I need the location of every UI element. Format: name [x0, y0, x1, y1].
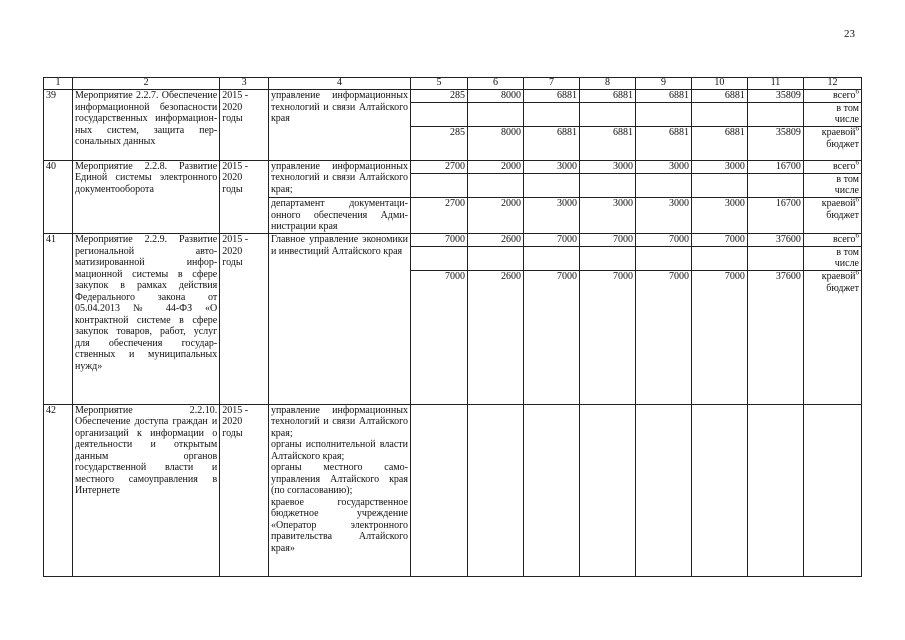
source-including: в том числе: [803, 102, 861, 126]
period-cell: 2015 - 2020 годы: [220, 404, 269, 576]
header-cell: 1: [44, 78, 73, 90]
value-cell: 7000: [691, 234, 747, 247]
table-row: [44, 404, 862, 576]
budget-label: бюджет: [826, 209, 859, 221]
value-cell: 7000: [691, 271, 747, 404]
value-cell: 7000: [410, 234, 467, 247]
header-cell: 2: [73, 78, 220, 90]
executor-cell: [268, 404, 410, 576]
footnote-mark: 6: [855, 89, 859, 96]
measure-cell: Мероприятие 2.2.10. Обеспечение доступа граждан и организаций к информации о деятельности и открытым данным органов государственной власти и местного самоуправления в Интернете: [73, 404, 220, 576]
executor-cell: Главное управление экономики и инвестиций Алтайского края: [268, 234, 410, 405]
source-including: в том числе: [803, 246, 861, 270]
value-cell: 285: [410, 90, 467, 103]
value-cell: 3000: [691, 198, 747, 234]
value-cell: 7000: [523, 271, 579, 404]
value-cell: 2600: [468, 234, 524, 247]
budget-label: бюджет: [826, 282, 859, 294]
row-number: 40: [44, 160, 73, 233]
table-row: [44, 234, 862, 247]
header-row: [44, 78, 862, 90]
regional-label: краевой: [821, 127, 856, 139]
value-cell: 6881: [523, 127, 579, 161]
value-cell: 2000: [468, 160, 524, 173]
period-cell: 2015 - 2020 годы: [220, 90, 269, 161]
value-cell: 6881: [579, 127, 635, 161]
page-number: 23: [844, 28, 855, 40]
value-cell: 8000: [468, 90, 524, 103]
measure-cell: Мероприятие 2.2.7. Обеспечение информационной безопасности государственных информационных систем, защита персональных данных: [73, 90, 220, 161]
executor-line: органы исполнительной власти Алтайского края;: [270, 439, 408, 462]
table-row: [44, 90, 862, 103]
value-cell: 35809: [747, 90, 803, 103]
total-label: всего: [832, 160, 856, 172]
value-cell: 3000: [523, 160, 579, 173]
executor-line: органы местного самоуправления Алтайского края (по согласованию);: [270, 462, 408, 497]
executor-line: краевое государственное бюджетное учреждение «Оператор электронного правительства Алтайского края»: [270, 496, 408, 554]
value-cell: 7000: [410, 271, 467, 404]
executor-cell: управление информационных технологий и связи Алтайского края: [268, 90, 410, 161]
header-cell: 6: [468, 78, 524, 90]
total-label: всего: [832, 90, 856, 102]
value-cell: 6881: [691, 90, 747, 103]
source-total: [803, 234, 861, 247]
value-cell: 6881: [635, 90, 691, 103]
table-row: [44, 160, 862, 173]
regional-label: краевой: [821, 198, 856, 210]
row-number: 42: [44, 404, 73, 576]
source-regional: [803, 271, 861, 404]
header-cell: 7: [523, 78, 579, 90]
value-cell: 6881: [579, 90, 635, 103]
source-including: в том числе: [803, 173, 861, 197]
total-label: всего: [832, 234, 856, 246]
value-cell: 7000: [579, 271, 635, 404]
executor-cell: управление информационных технологий и связи Алтайского края;: [268, 160, 410, 197]
value-cell: 16700: [747, 160, 803, 173]
value-cell: 2600: [468, 271, 524, 404]
value-cell: 2000: [468, 198, 524, 234]
value-cell: 2700: [410, 160, 467, 173]
period-cell: 2015 - 2020 годы: [220, 234, 269, 405]
value-cell: 6881: [635, 127, 691, 161]
value-cell: 3000: [691, 160, 747, 173]
measure-cell: Мероприятие 2.2.8. Развитие Единой системы электронного документооборота: [73, 160, 220, 233]
program-measures-table: [43, 77, 862, 577]
value-cell: 6881: [691, 127, 747, 161]
header-cell: 3: [220, 78, 269, 90]
value-cell: 2700: [410, 198, 467, 234]
source-total: [803, 90, 861, 103]
header-cell: 4: [268, 78, 410, 90]
value-cell: 3000: [523, 198, 579, 234]
value-cell: 6881: [523, 90, 579, 103]
budget-label: бюджет: [826, 138, 859, 150]
source-regional: [803, 198, 861, 234]
value-cell: 3000: [635, 198, 691, 234]
value-cell: 3000: [635, 160, 691, 173]
value-cell: 37600: [747, 234, 803, 247]
footnote-mark: 6: [855, 270, 859, 278]
executor-cell-secondary: департамент документационного обеспечения Администрации края: [268, 198, 410, 234]
row-number: 41: [44, 234, 73, 405]
value-cell: 3000: [579, 160, 635, 173]
header-cell: 5: [410, 78, 467, 90]
header-cell: 11: [747, 78, 803, 90]
header-cell: 8: [579, 78, 635, 90]
value-cell: 3000: [579, 198, 635, 234]
source-total: [803, 160, 861, 173]
value-cell: 35809: [747, 127, 803, 161]
header-cell: 10: [691, 78, 747, 90]
value-cell: 7000: [635, 234, 691, 247]
header-cell: 12: [803, 78, 861, 90]
value-cell: 8000: [468, 127, 524, 161]
period-cell: 2015 - 2020 годы: [220, 160, 269, 233]
row-number: 39: [44, 90, 73, 161]
footnote-mark: 6: [855, 126, 859, 134]
footnote-mark: 6: [855, 197, 859, 204]
source-regional: [803, 127, 861, 161]
value-cell: 7000: [579, 234, 635, 247]
header-cell: 9: [635, 78, 691, 90]
executor-line: управление информационных технологий и связи Алтайского края;: [270, 404, 408, 439]
measure-cell: Мероприятие 2.2.9. Развитие региональной автоматизированной информационной системы в сфере закупок в рамках действия Федерального закона от 05.04.2013 № 44-ФЗ «О контрактной системе в сфере закупок товаров, работ, услуг для обеспечения государственных и муниципальных нужд»: [73, 234, 220, 405]
footnote-mark: 6: [855, 233, 859, 240]
footnote-mark: 6: [855, 160, 859, 167]
value-cell: 7000: [635, 271, 691, 404]
value-cell: 37600: [747, 271, 803, 404]
value-cell: 7000: [523, 234, 579, 247]
value-cell: 16700: [747, 198, 803, 234]
value-cell: 285: [410, 127, 467, 161]
regional-label: краевой: [821, 271, 856, 283]
